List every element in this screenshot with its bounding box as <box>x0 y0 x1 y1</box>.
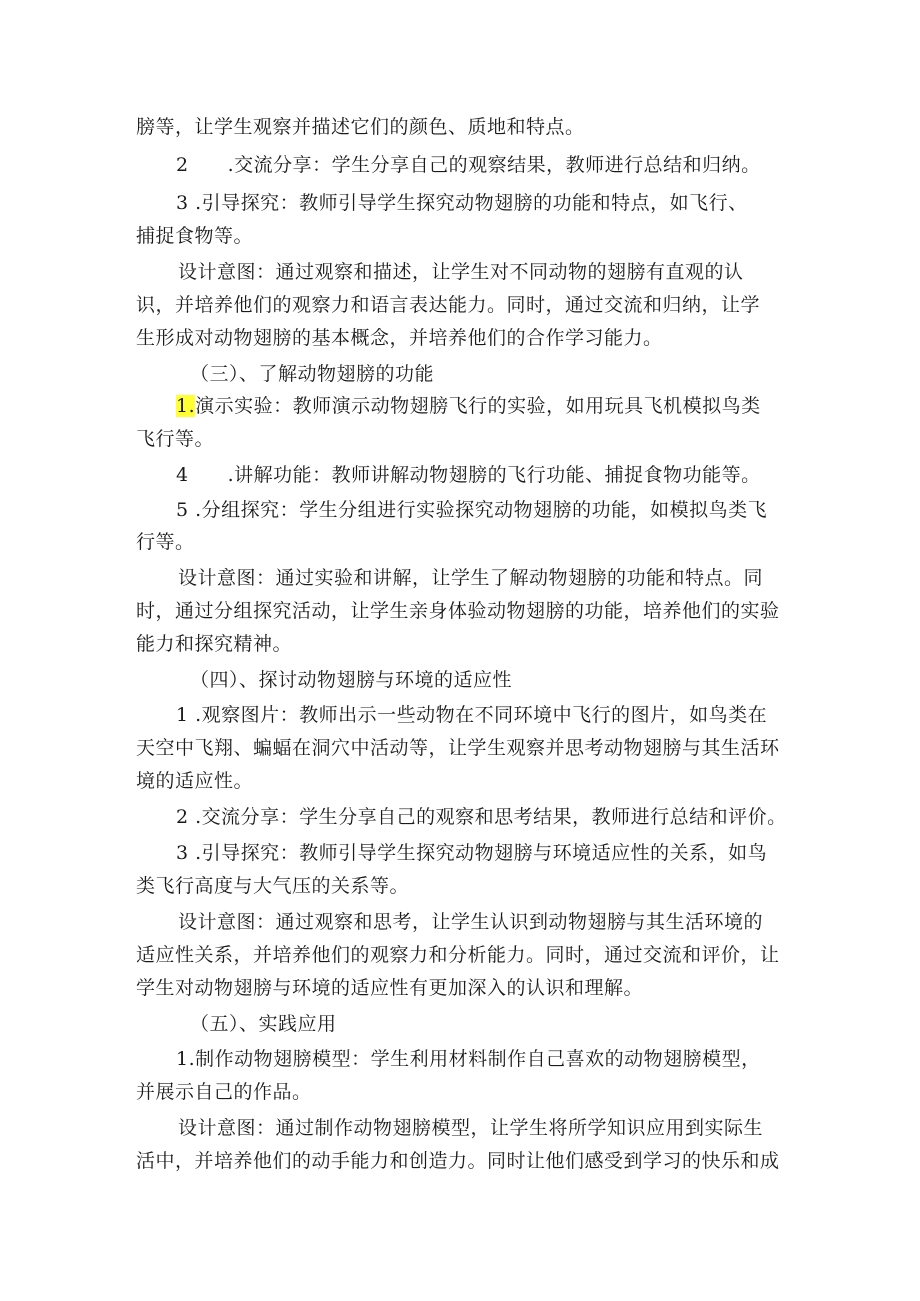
section-heading: （五）、实践应用 <box>190 1013 337 1035</box>
highlight-mark: 1. <box>176 395 196 417</box>
text-line: 并展示自己的作品。 <box>136 1081 312 1103</box>
section-heading: （三）、了解动物翅膀的功能 <box>190 363 435 385</box>
list-item: 1 .观察图片：教师出示一些动物在不同环境中飞行的图片，如鸟类在 <box>176 704 768 726</box>
text-line: 境的适应性。 <box>136 770 254 792</box>
text-line: 类飞行高度与大气压的关系等。 <box>136 875 410 897</box>
paragraph-line: 设计意图：通过制作动物翅膀模型，让学生将所学知识应用到实际生 <box>178 1117 764 1139</box>
text-line: 捕捉食物等。 <box>136 225 254 247</box>
text-line: 天空中飞翔、蝙蝠在洞穴中活动等，让学生观察并思考动物翅膀与其生活环 <box>136 737 780 759</box>
list-item <box>176 391 761 421</box>
list-item: 5 .分组探究：学生分组进行实验探究动物翅膀的功能，如模拟鸟类飞 <box>176 499 768 521</box>
paragraph-line: 识，并培养他们的观察力和语言表达能力。同时，通过交流和归纳，让学 <box>136 294 761 316</box>
paragraph-line: 学生对动物翅膀与环境的适应性有更加深入的认识和理解。 <box>136 977 644 999</box>
list-item-text: 演示实验：教师演示动物翅膀飞行的实验，如用玩具飞机模拟鸟类 <box>195 395 761 417</box>
list-item: 4 .讲解功能：教师讲解动物翅膀的飞行功能、捕捉食物功能等。 <box>176 464 761 486</box>
list-item: 1.制作动物翅膀模型：学生利用材料制作自己喜欢的动物翅膀模型， <box>176 1048 761 1070</box>
text-line: 行等。 <box>136 531 195 553</box>
paragraph-line: 能力和探究精神。 <box>136 633 293 655</box>
paragraph-line: 生形成对动物翅膀的基本概念，并培养他们的合作学习能力。 <box>136 327 663 349</box>
section-heading: （四）、探讨动物翅膀与环境的适应性 <box>190 669 513 691</box>
list-item: 3 .引导探究：教师引导学生探究动物翅膀与环境适应性的关系，如鸟 <box>176 842 768 864</box>
paragraph-line: 时，通过分组探究活动，让学生亲身体验动物翅膀的功能，培养他们的实验 <box>136 600 780 622</box>
paragraph-line: 设计意图：通过观察和思考，让学生认识到动物翅膀与其生活环境的 <box>178 911 764 933</box>
list-item: 3 .引导探究：教师引导学生探究动物翅膀的功能和特点，如飞行、 <box>176 192 748 214</box>
paragraph-line: 适应性关系，并培养他们的观察力和分析能力。同时，通过交流和评价，让 <box>136 944 780 966</box>
paragraph-line: 设计意图：通过观察和描述，让学生对不同动物的翅膀有直观的认 <box>178 261 744 283</box>
list-item: 2 .交流分享：学生分享自己的观察和思考结果，教师进行总结和评价。 <box>176 806 787 828</box>
text-line: 膀等，让学生观察并描述它们的颜色、质地和特点。 <box>136 116 585 138</box>
paragraph-line: 活中，并培养他们的动手能力和创造力。同时让他们感受到学习的快乐和成 <box>136 1150 780 1172</box>
list-item: 2 .交流分享：学生分享自己的观察结果，教师进行总结和归纳。 <box>176 154 761 176</box>
paragraph-line: 设计意图：通过实验和讲解，让学生了解动物翅膀的功能和特点。同 <box>178 567 764 589</box>
text-line: 飞行等。 <box>136 428 215 450</box>
